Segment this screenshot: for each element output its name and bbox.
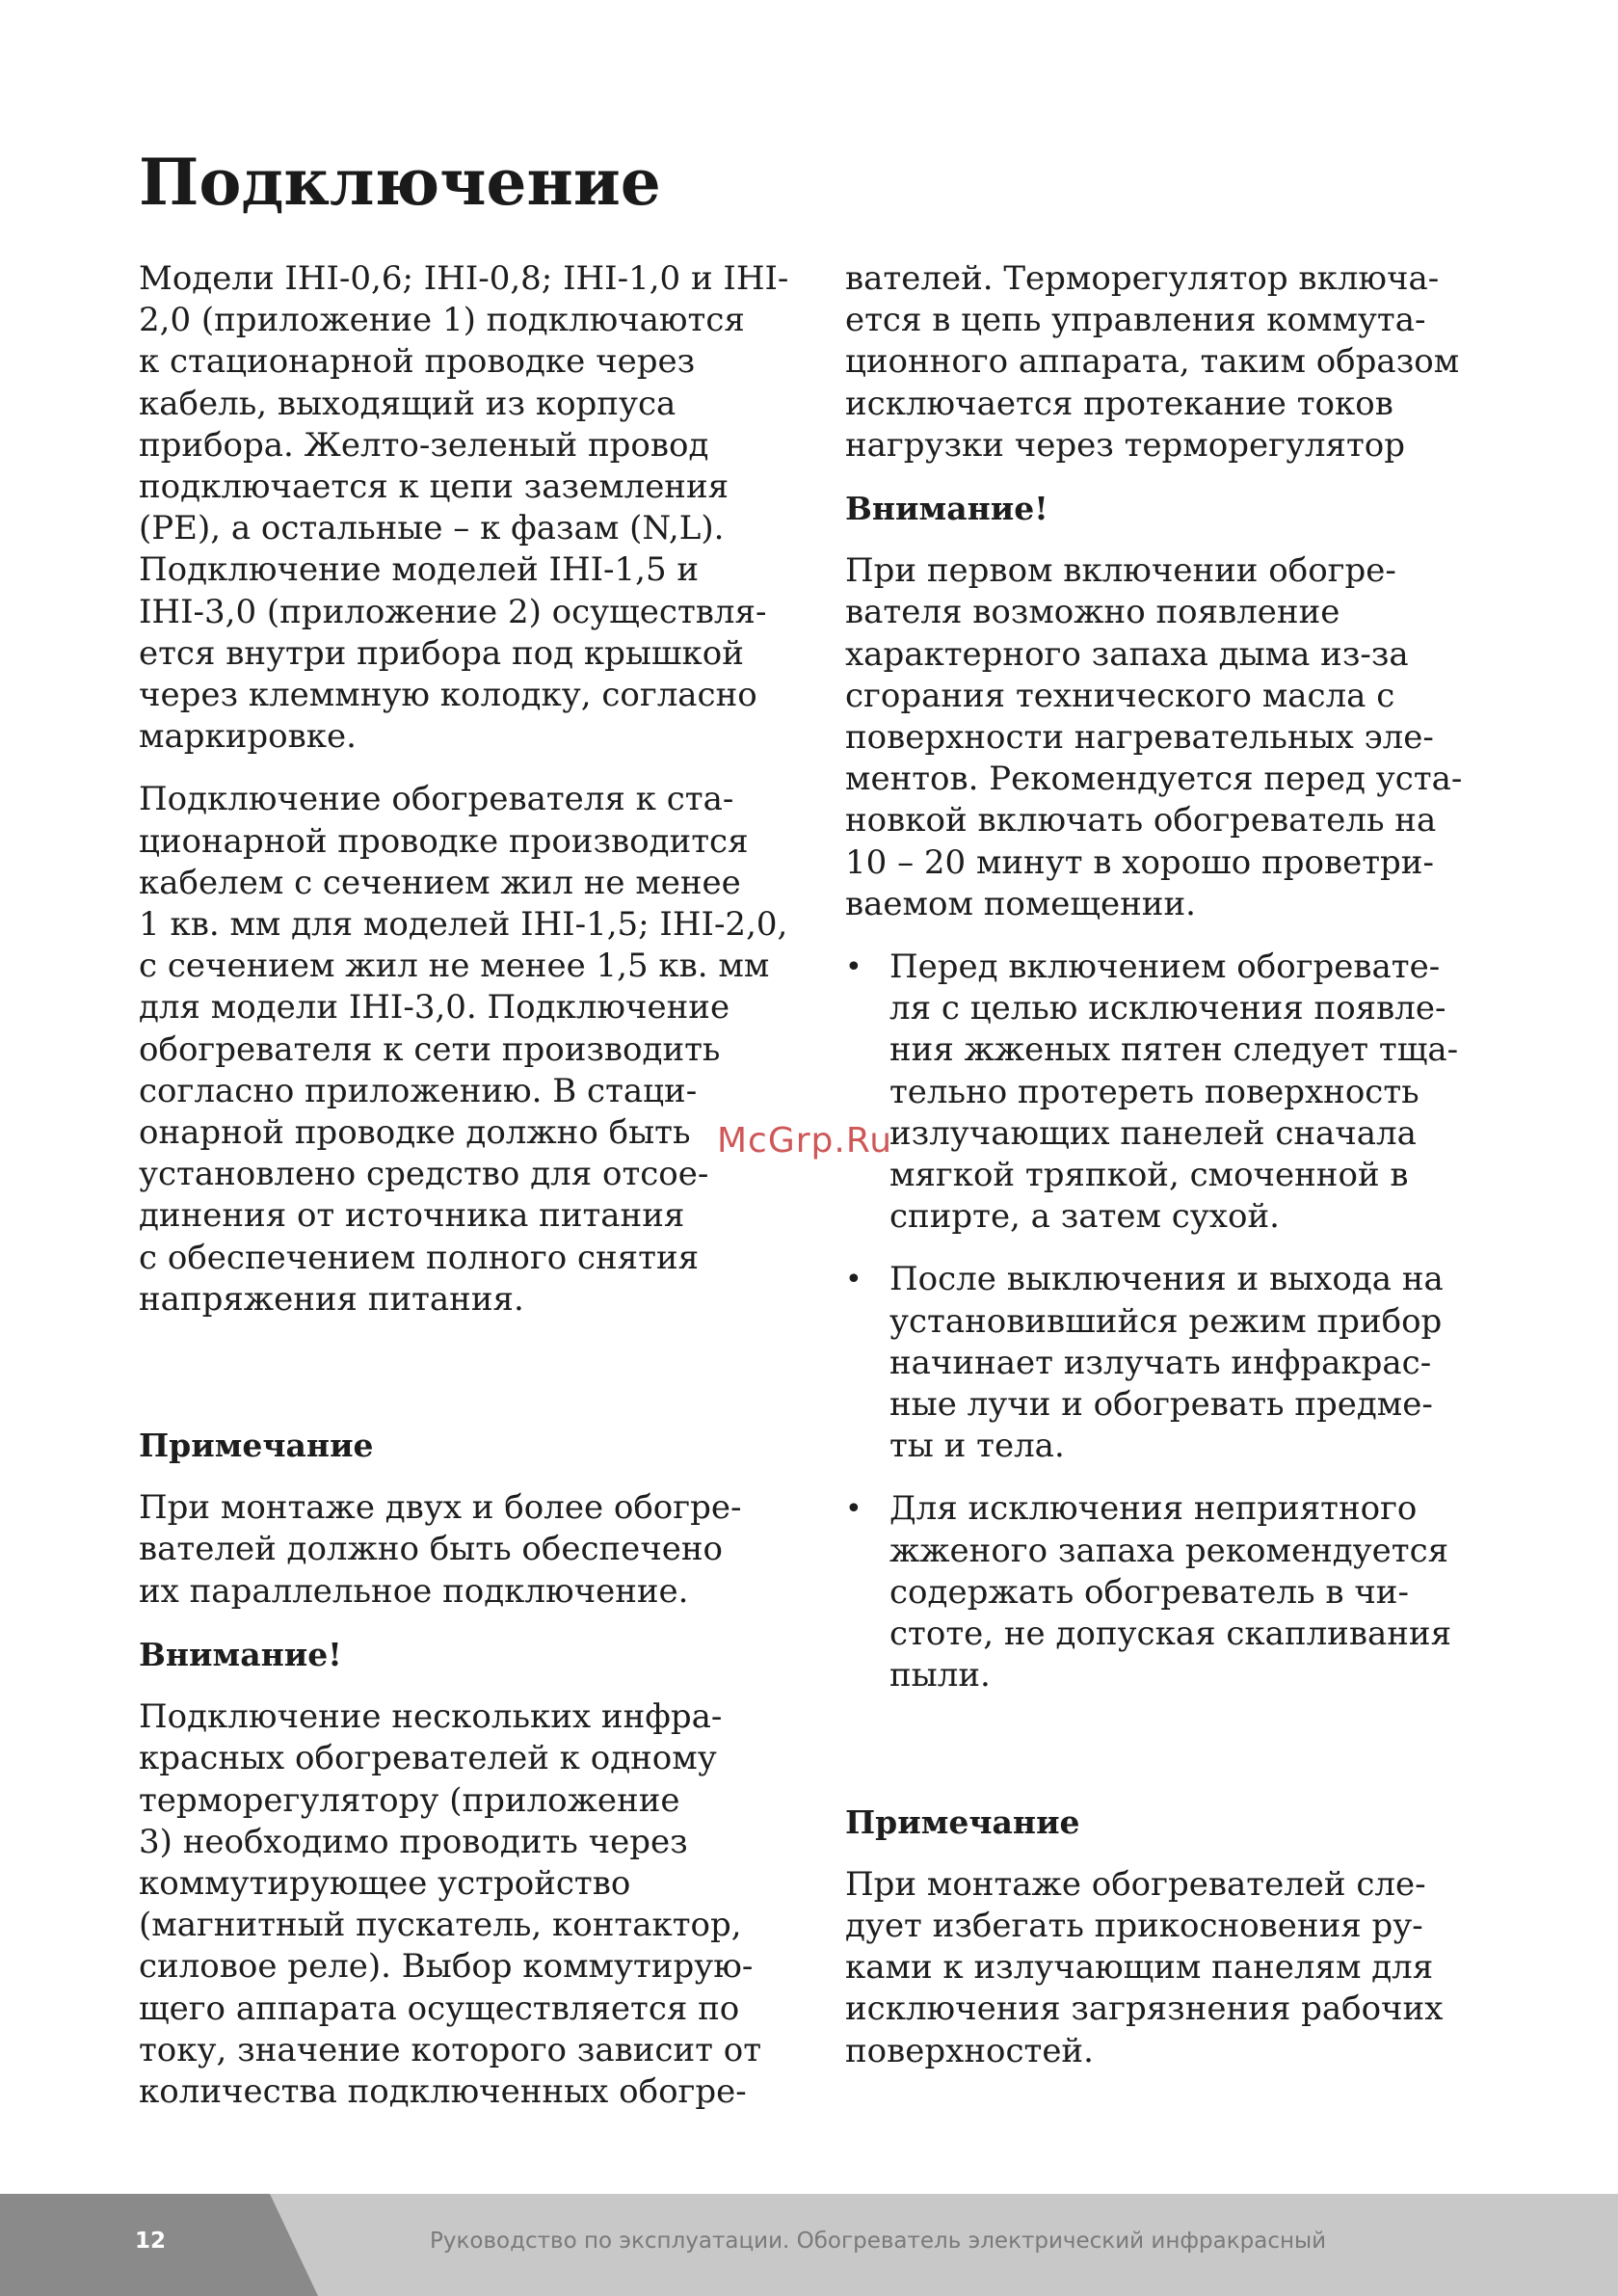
attention-heading: Внимание! (845, 490, 1048, 528)
list-item (845, 947, 1500, 1238)
paragraph-cable-requirements: Подключение обогревателя к ста- ционарной проводке производится кабелем с сечением жил не менее 1 кв. мм для моделей IHI-1,5; IHI-2,0, с сечением жил не менее 1,5 кв. мм для модели IHI-3,0. Подключение обогревателя к сети производить согласно приложению. В стаци- онарной проводке должно быть установлено средство для отсое- динения от источника питания с обеспечением полного снятия напряжения питания. (139, 780, 788, 1319)
note-heading: Примечание (845, 1802, 1080, 1841)
bullet-icon: • (845, 1263, 862, 1297)
footer-bar (0, 2194, 1618, 2296)
paragraph-thermostat-continuation: вателей. Терморегулятор включа- ется в цепь управления коммута- ционного аппарата, таким образом исключается протекание токов нагрузки через терморегулятор (845, 259, 1460, 465)
list-item (845, 1259, 1500, 1467)
note-text: При монтаже обогревателей сле- дует избегать прикосновения ру- ками к излучающим панелям для исключения загрязнения рабочих поверхностей. (845, 1864, 1444, 2070)
note-heading: Примечание (139, 1427, 374, 1465)
list-item-text: Для исключения неприятного жженого запаха рекомендуется содержать обогреватель в чи- стоте, не допуская скапливания пыли. (889, 1489, 1452, 1695)
note-text: При монтаже двух и более обогре- вателей должно быть обеспечено их параллельное подключение. (139, 1488, 742, 1611)
spacer (845, 1719, 1500, 1802)
list-item (845, 1488, 1500, 1696)
left-column (139, 258, 794, 2134)
page-number: 12 (135, 2229, 167, 2254)
right-column (845, 258, 1500, 2094)
attention-text: Подключение нескольких инфра- красных обогревателей к одному терморегулятору (приложение 3) необходимо проводить через коммутирующее устройство (магнитный пускатель, контактор, силовое реле). Выбор коммутирую- щего аппарата осуществляется по току, значение которого зависит от количества подключенных обогре- (139, 1697, 762, 2111)
paragraph-models-connection: Модели IHI-0,6; IHI-0,8; IHI-1,0 и IHI- 2,0 (приложение 1) подключаются к стационарной проводке через кабель, выходящий из корпуса прибора. Желто-зеленый провод подключается к цепи заземления (PE), а остальные – к фазам (N,L). Подключение моделей IHI-1,5 и IHI-3,0 (приложение 2) осуществля- ется внутри прибора под крышкой через клеммную колодку, согласно маркировке. (139, 259, 789, 757)
page-title: Подключение (139, 145, 661, 220)
list-item-text: Перед включением обогревате- ля с целью исключения появле- ния жженых пятен следует тща- тельно протереть поверхность излучающих панелей сначала мягкой тряпкой, смоченной в спирте, а затем сухой. (889, 948, 1459, 1237)
bullet-list (845, 947, 1500, 1696)
list-item-text: После выключения и выхода на установившийся режим прибор начинает излучать инфракрас- ные лучи и обогревать предме- ты и тела. (889, 1260, 1444, 1466)
attention-text: При первом включении обогре- вателя возможно появление характерного запаха дыма из-за сгорания технического масла с поверхности нагревательных эле- ментов. Рекомендуется перед уста- новкой включать обогреватель на 10 – 20 минут в хорошо проветри- ваемом помещении. (845, 551, 1463, 923)
bullet-icon: • (845, 1492, 862, 1527)
watermark-text: McGrp.Ru (717, 1121, 893, 1161)
spacer (139, 1342, 794, 1425)
attention-heading: Внимание! (139, 1635, 342, 1673)
footer-document-title: Руководство по эксплуатации. Обогреватель электрический инфракрасный (430, 2229, 1327, 2254)
bullet-icon: • (845, 950, 862, 985)
